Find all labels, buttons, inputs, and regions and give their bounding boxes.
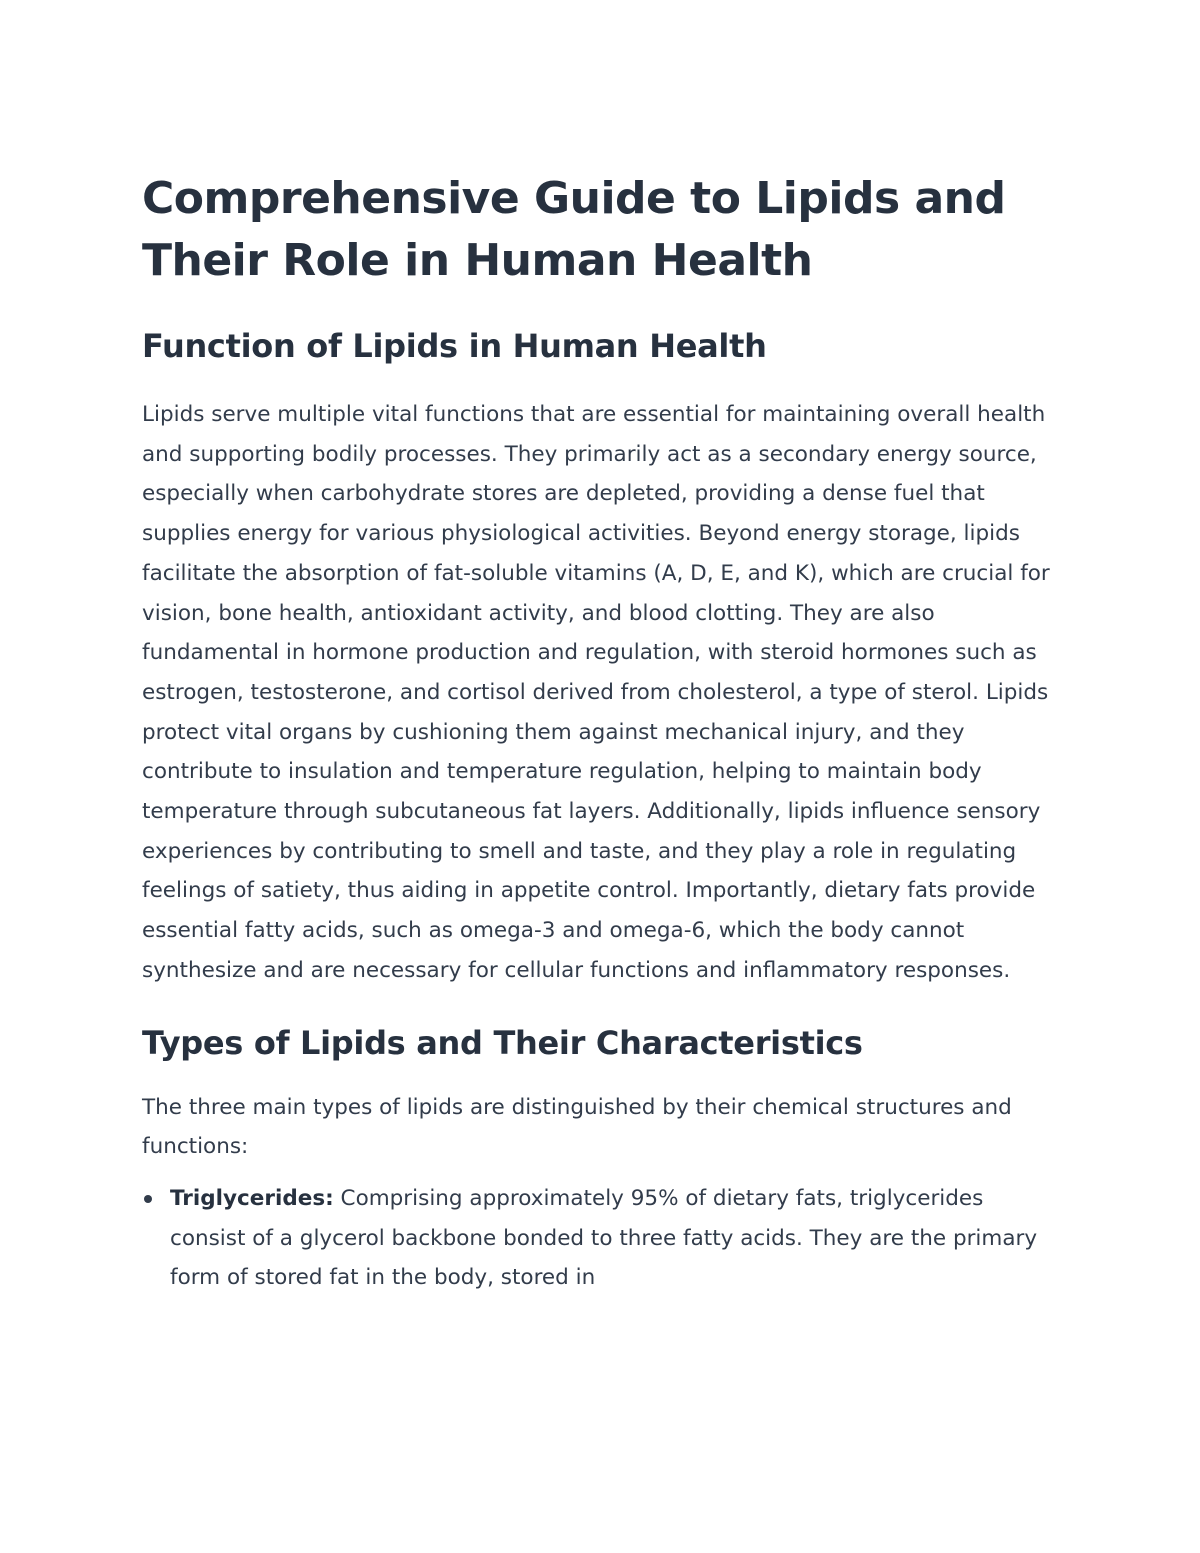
section-paragraph-types: The three main types of lipids are distinguished by their chemical structures and functions: <box>142 1094 1012 1160</box>
list-item <box>142 1179 1062 1298</box>
section-heading-types: Types of Lipids and Their Characteristics <box>142 1023 863 1062</box>
list-item-term: Triglycerides: <box>170 1185 334 1211</box>
bullet-icon <box>144 1195 152 1203</box>
list-item-text: Comprising approximately 95% of dietary fats, triglycerides consist of a glycerol backbone bonded to three fatty acids. They are the primary form of stored fat in the body, stored in <box>170 1185 1038 1291</box>
document-title: Comprehensive Guide to Lipids and Their Role in Human Health <box>142 173 1006 286</box>
section-paragraph-function: Lipids serve multiple vital functions that are essential for maintaining overall health and supporting bodily processes. They primarily act as a secondary energy source, especially when carbohydrate stores are depleted, providing a dense fuel that supplies energy for various physiological activities. Beyond energy storage, lipids facilitate the absorption of fat-soluble vitamins (A, D, E, and K), which are crucial for vision, bone health, antioxidant activity, and blood clotting. They are also fundamental in hormone production and regulation, with steroid hormones such as estrogen, testosterone, and cortisol derived from cholesterol, a type of sterol. Lipids protect vital organs by cushioning them against mechanical injury, and they contribute to insulation and temperature regulation, helping to maintain body temperature through subcutaneous fat layers. Additionally, lipids influence sensory experiences by contributing to smell and taste, and they play a role in regulating feelings of satiety, thus aiding in appetite control. Importantly, dietary fats provide essential fatty acids, such as omega-3 and omega-6, which the body cannot synthesize and are necessary for cellular functions and inflammatory responses. <box>142 402 1050 983</box>
lipid-types-list <box>142 1179 1062 1298</box>
document-page <box>142 168 1062 1298</box>
section-heading-function: Function of Lipids in Human Health <box>142 327 767 365</box>
